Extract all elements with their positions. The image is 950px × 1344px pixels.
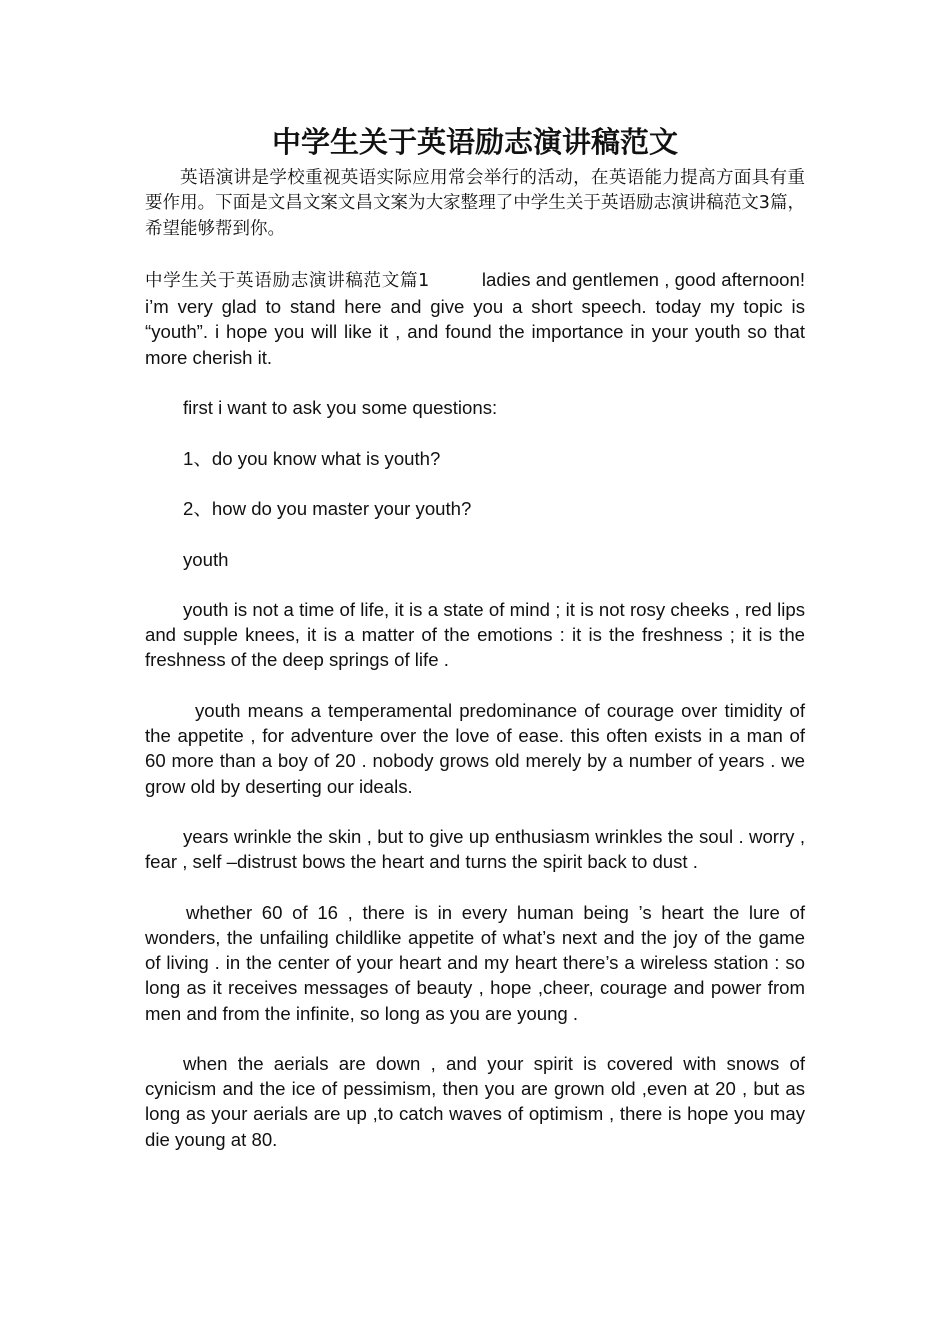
speech-paragraph-6: youth is not a time of life, it is a state of mind ; it is not rosy cheeks , red lips and supple knees, it is a matter of the emotions : it is the freshness ; it is the freshness of the deep springs of life . [145,599,805,671]
speech-paragraph-9: whether 60 of 16 , there is in every human being ’s heart the lure of wonders, the unfailing childlike appetite of what’s next and the joy of the game of living . in the center of your heart and my heart there’s a wireless station : so long as it receives messages of beauty , hope ,cheer, courage and power from men and from the infinite, so long as you are young . [145,901,805,1024]
document-page [145,118,805,1177]
speech-paragraph-1-text: ladies and gentlemen , good afternoon! i’m very glad to stand here and give you a short speech. today my topic is “youth”. i hope you will like it , and found the importance in your youth so that more cherish it. [145,268,806,368]
document-title: 中学生关于英语励志演讲稿范文 [271,125,678,159]
intro-paragraph: 英语演讲是学校重视英语实际应用常会举行的活动，在英语能力提高方面具有重要作用。下面是文昌文案文昌文案为大家整理了中学生关于英语励志演讲稿范文3篇，希望能够帮到你。 [145,168,805,239]
speech-paragraph-8: years wrinkle the skin , but to give up enthusiasm wrinkles the soul . worry , fear , self –distrust bows the heart and turns the spirit back to dust . [145,826,805,873]
speech-paragraph-2: first i want to ask you some questions: [183,397,498,418]
speech-paragraph-10: when the aerials are down , and your spirit is covered with snows of cynicism and the ice of pessimism, then you are grown old ,even at 20 , but as long as your aerials are up ,to catch waves of optimism , there is hope you may die young at 80. [145,1053,805,1150]
speech-paragraph-1 [145,267,805,370]
speech-paragraph-5: youth [183,548,229,570]
section-heading: 中学生关于英语励志演讲稿范文篇1 [145,270,430,291]
speech-paragraph-3: 1、do you know what is youth? [183,447,441,469]
speech-paragraph-7: youth means a temperamental predominance of courage over timidity of the appetite , for adventure over the love of ease. this often exists in a man of 60 more than a boy of 20 . nobody grows old merely by a number of years . we grow old by deserting our ideals. [145,699,805,797]
speech-paragraph-4: 2、how do you master your youth? [183,498,472,519]
